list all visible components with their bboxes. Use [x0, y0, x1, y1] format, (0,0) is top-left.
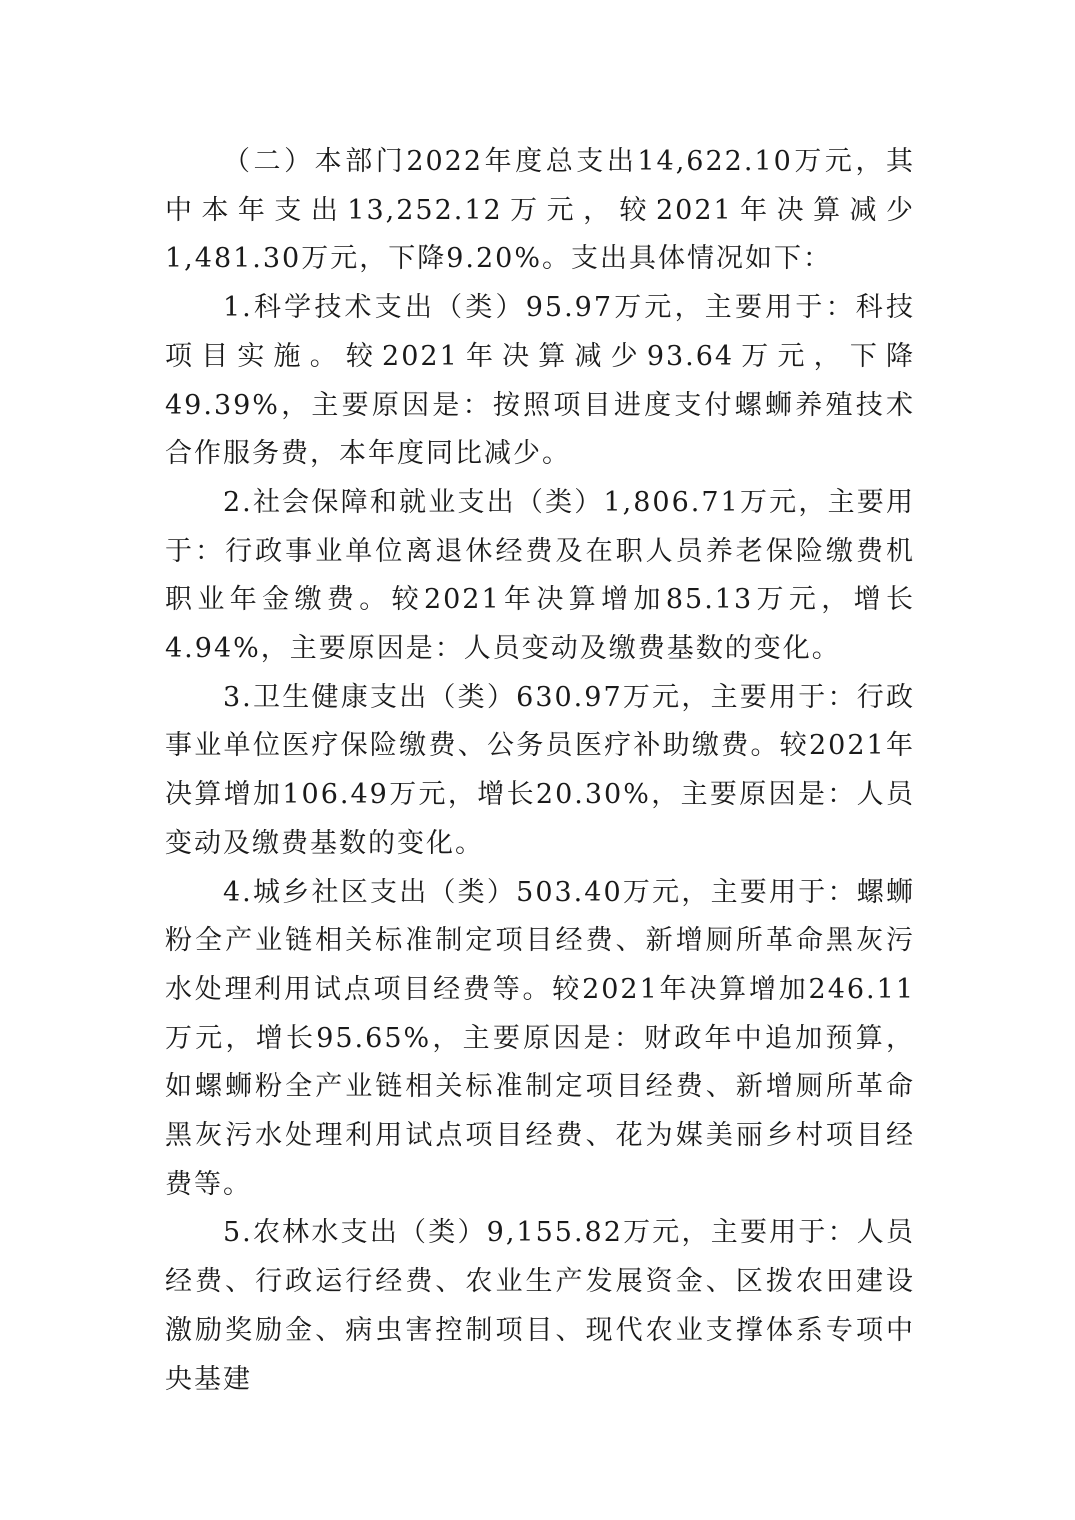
- paragraph-health: 3.卫生健康支出（类）630.97万元，主要用于：行政事业单位医疗保险缴费、公务员医疗补助缴费。较2021年决算增加106.49万元，增长20.30%，主要原因是：人员变动及缴费基数的变化。: [165, 681, 915, 859]
- paragraph-social-security: 2.社会保障和就业支出（类）1,806.71万元，主要用于：行政事业单位离退休经费及在职人员养老保险缴费机职业年金缴费。较2021年决算增加85.13万元，增长4.94%，主要原因是：人员变动及缴费基数的变化。: [165, 486, 915, 665]
- document-body: [165, 138, 915, 1404]
- paragraph-science-technology: 1.科学技术支出（类）95.97万元，主要用于：科技项目实施。较2021年决算减少93.64万元，下降49.39%，主要原因是：按照项目进度支付螺蛳养殖技术合作服务费，本年度同比减少。: [165, 292, 915, 470]
- paragraph-urban-rural-community: 4.城乡社区支出（类）503.40万元，主要用于：螺蛳粉全产业链相关标准制定项目经费、新增厕所革命黑灰污水处理利用试点项目经费等。较2021年决算增加246.11万元，增长95.65%，主要原因是：财政年中追加预算，如螺蛳粉全产业链相关标准制定项目经费、新增厕所革命黑灰污水处理利用试点项目经费、花为媒美丽乡村项目经费等。: [165, 876, 915, 1200]
- paragraph-agriculture-forestry-water: 5.农林水支出（类）9,155.82万元，主要用于：人员经费、行政运行经费、农业生产发展资金、区拨农田建设激励奖励金、病虫害控制项目、现代农业支撑体系专项中央基建: [165, 1217, 915, 1395]
- paragraph-total-expenditure: （二）本部门2022年度总支出14,622.10万元，其中本年支出13,252.12万元，较2021年决算减少1,481.30万元，下降9.20%。支出具体情况如下：: [165, 146, 915, 275]
